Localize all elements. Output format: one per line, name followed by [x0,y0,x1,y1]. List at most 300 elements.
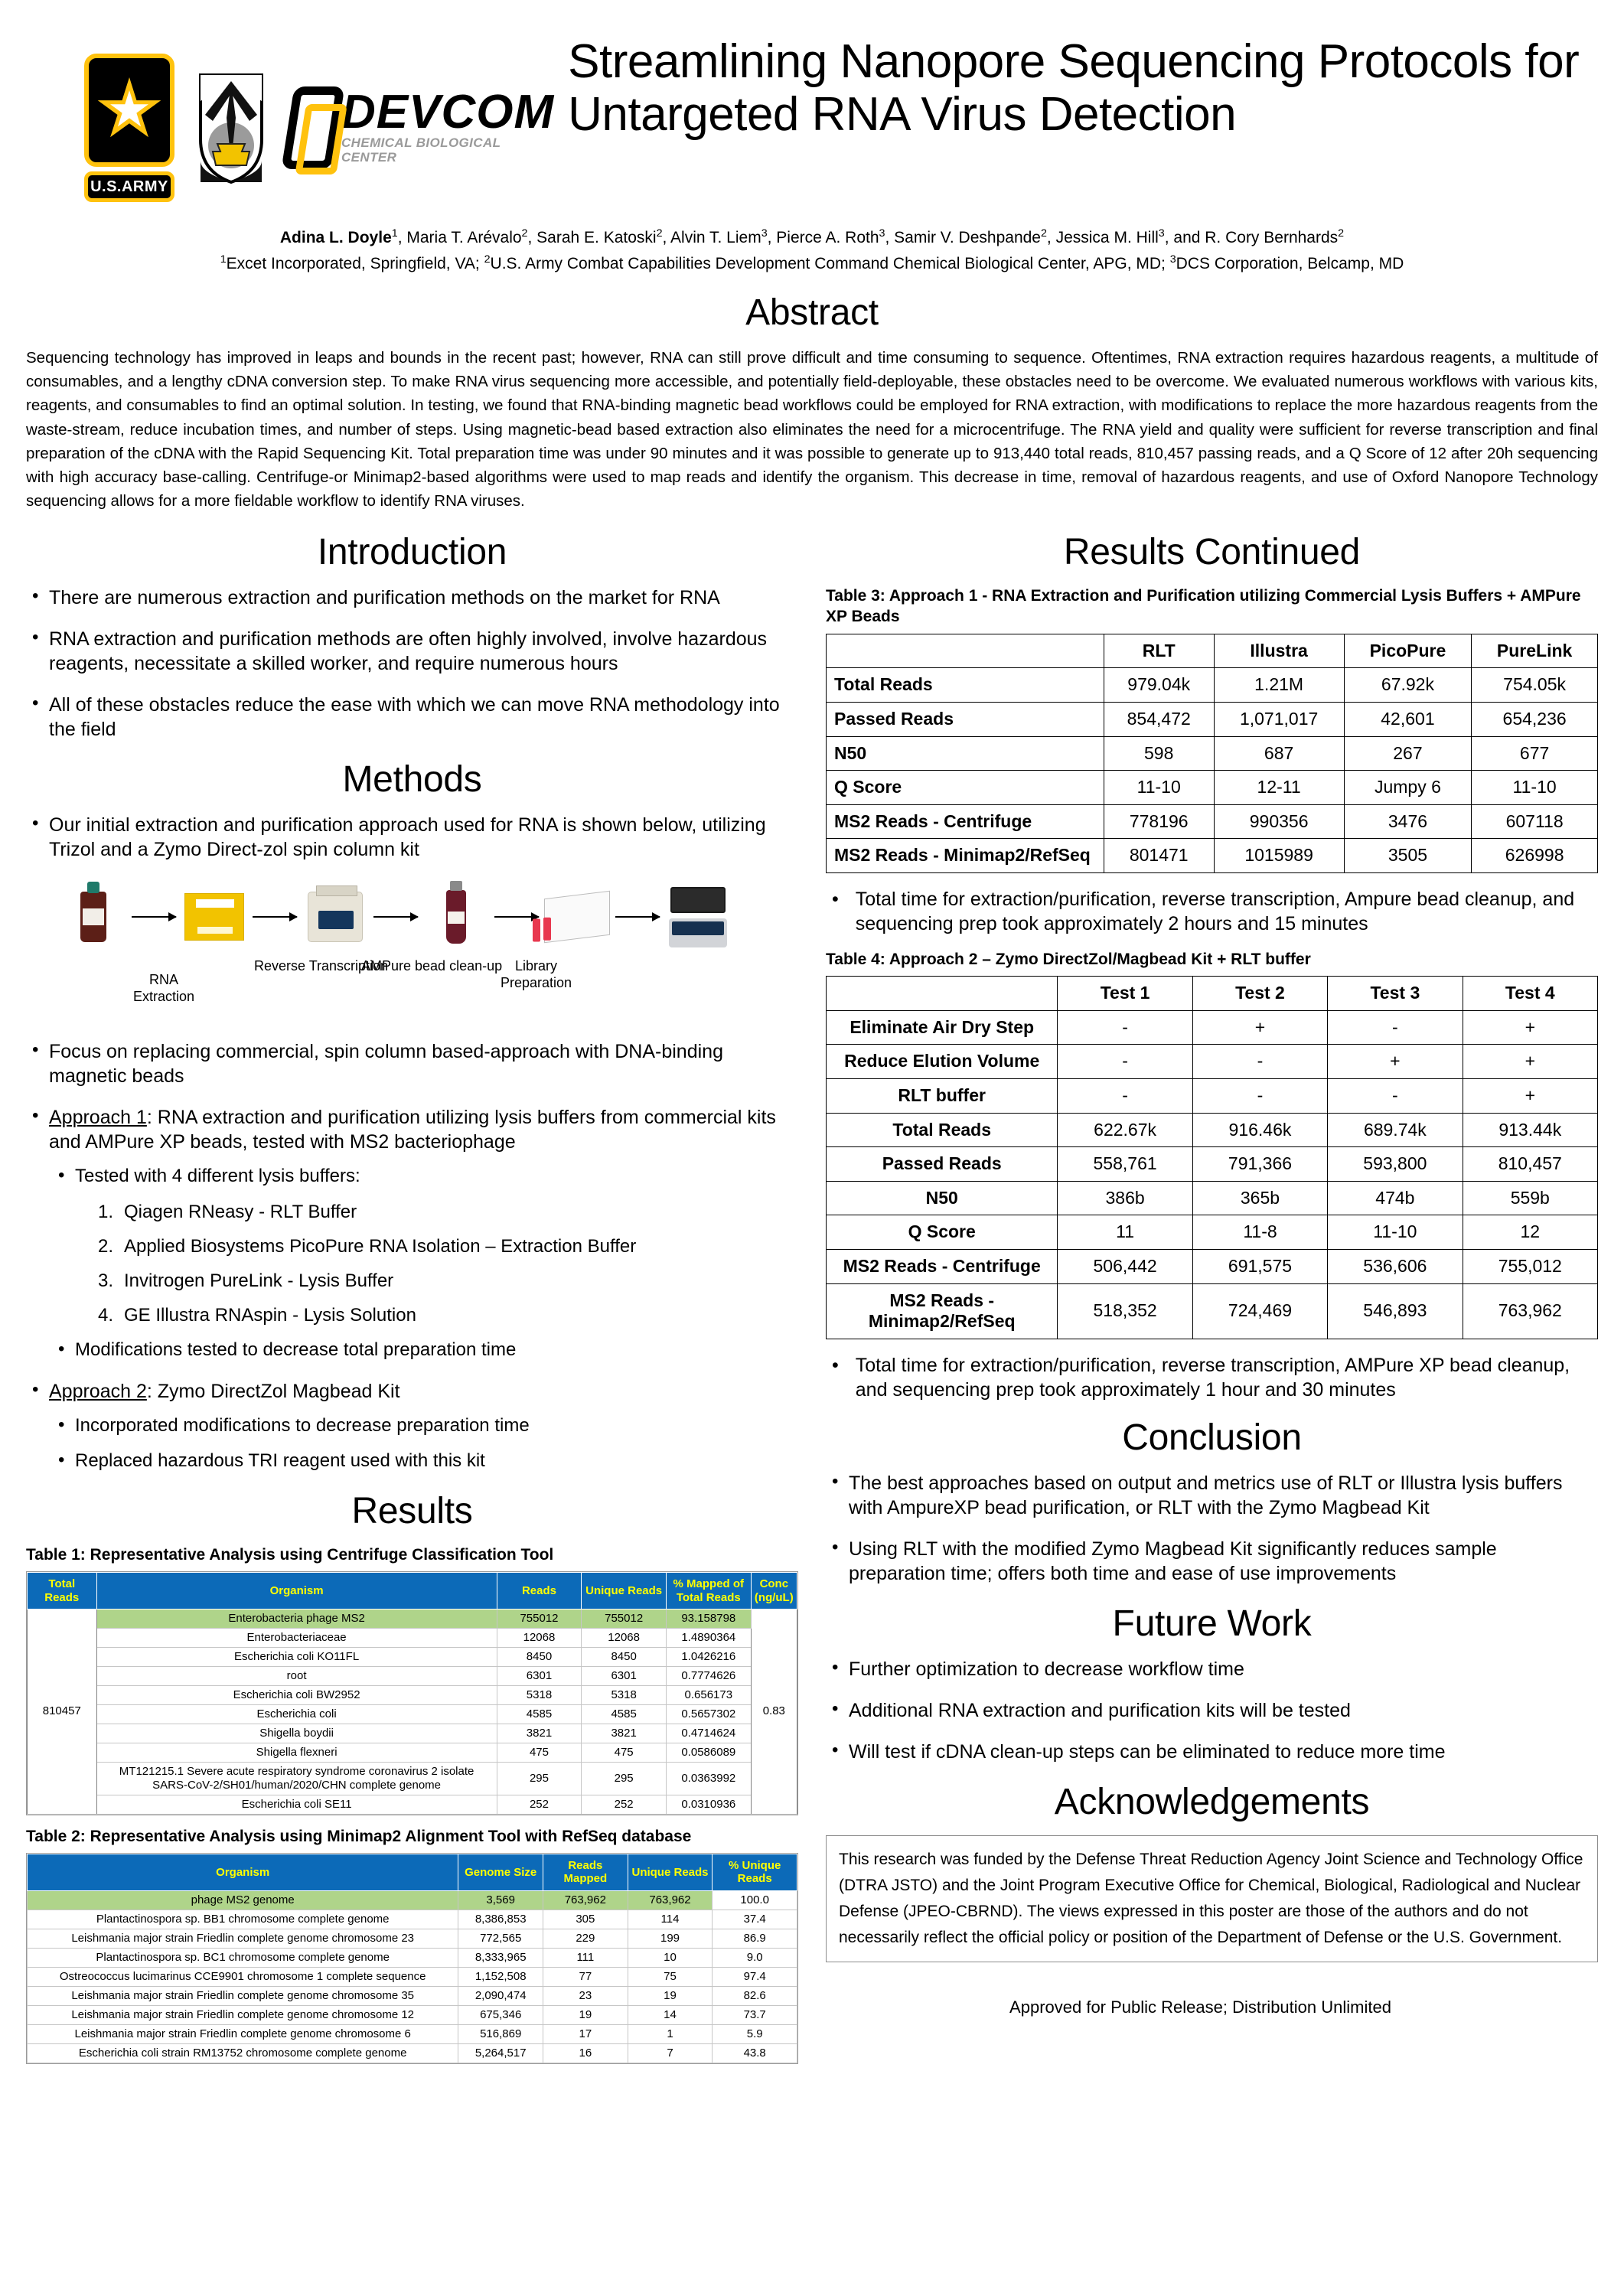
row-header: N50 [827,736,1104,771]
table-cell: 3821 [582,1724,667,1743]
table-cell: Leishmania major strain Friedlin complete genome chromosome 23 [28,1929,458,1948]
table-cell: 11-10 [1328,1215,1463,1250]
table-cell: 763,962 [628,1890,713,1910]
workflow-steps [26,879,798,955]
ampure-tube-icon [421,879,491,955]
table-row [827,1079,1598,1114]
table-cell: 0.4714624 [666,1724,751,1743]
table-cell: 5318 [497,1685,582,1704]
table-cell: 0.656173 [666,1685,751,1704]
table-row [827,839,1598,873]
note-text: Total time for extraction/purification, reverse transcription, AMPure XP bead cleanup, and sequencing prep took approximately 1 hour and 30 minutes [855,1354,1570,1401]
table-cell: - [1058,1010,1192,1045]
row-header: Q Score [827,771,1104,805]
table-cell: 475 [582,1743,667,1762]
table-cell: 295 [582,1762,667,1795]
table-cell: 37.4 [713,1910,797,1929]
table-cell: 546,893 [1328,1283,1463,1339]
table-cell: Escherichia coli [96,1704,497,1724]
table-row [28,1910,797,1929]
table-cell: 0.0363992 [666,1762,751,1795]
table-cell: 252 [497,1795,582,1814]
arrow-icon [615,916,660,918]
left-column [26,520,798,2063]
table-cell: 23 [543,1986,628,2005]
row-header: Eliminate Air Dry Step [827,1010,1058,1045]
list-item: GE Illustra RNAspin - Lysis Solution [124,1304,416,1326]
star-inner-icon [109,90,149,130]
table-row [28,2043,797,2063]
arrow-icon [494,916,539,918]
table2-body [28,1890,797,2063]
author-rest: $^1$, Maria T. Arévalo$^2$, Sarah E. Katoski$^2$, Alvin T. Liem$^3$, Pierce A. Roth$^3$, Samir V. Deshpande$^2$, Jessica M. Hill$^3$, and R. Cory Bernhards$^2$ [391,227,1345,246]
table-cell: Shigella flexneri [96,1743,497,1762]
row-header: Total Reads [827,668,1104,703]
table-cell: + [1192,1010,1327,1045]
table-cell: 474b [1328,1181,1463,1215]
table-cell: 17 [543,2024,628,2043]
table-cell: 16 [543,2043,628,2063]
table-row [28,1743,797,1762]
column-header: PureLink [1472,634,1598,668]
row-header: Passed Reads [827,702,1104,736]
table-centrifuge-analysis [27,1572,797,1815]
abstract-heading: Abstract [745,292,879,334]
table-cell: 77 [543,1967,628,1986]
table-row [827,1249,1598,1283]
table-cell: 913.44k [1463,1113,1597,1147]
approach2-sublist [49,1414,798,1473]
us-army-logo-icon [84,54,174,202]
table-row [28,1967,797,1986]
row-header: MS2 Reads - Centrifuge [827,804,1104,839]
table-cell: Plantactinospora sp. BB1 chromosome complete genome [28,1910,458,1929]
table-cell: 365b [1192,1181,1327,1215]
table-cell: 295 [497,1762,582,1795]
list-item: • All of these obstacles reduce the ease with which we can move RNA methodology into the field [26,693,798,742]
table-cell: 0.0310936 [666,1795,751,1814]
table-cell: 0.5657302 [666,1704,751,1724]
table-cell: 3476 [1344,804,1472,839]
table-cell: 252 [582,1795,667,1814]
row-header: MS2 Reads - Centrifuge [827,1249,1058,1283]
table-cell: 6301 [497,1666,582,1685]
table-cell: 9.0 [713,1948,797,1967]
table-cell: 8450 [497,1647,582,1666]
table-cell: 854,472 [1104,702,1214,736]
table-cell: 6301 [582,1666,667,1685]
introduction-heading: Introduction [317,532,507,573]
list-item: • Focus on replacing commercial, spin column based-approach with DNA-binding magnetic beads [26,1039,798,1088]
table-cell: 675,346 [458,2005,543,2024]
table-cell: 979.04k [1104,668,1214,703]
approach1-mods [49,1339,798,1362]
column-header: PicoPure [1344,634,1472,668]
methods-bullet-2 [26,1039,798,1473]
table-row [28,1890,797,1910]
table-row [827,1283,1598,1339]
table-cell: Jumpy 6 [1344,771,1472,805]
table-cell: 4585 [582,1704,667,1724]
table-cell: 43.8 [713,2043,797,2063]
table-cell: 12-11 [1214,771,1344,805]
table-cell: Ostreococcus lucimarinus CCE9901 chromosome 1 complete sequence [28,1967,458,1986]
table-cell: 626998 [1472,839,1598,873]
table-row [28,1685,797,1704]
table-cell: 5,264,517 [458,2043,543,2063]
table-cell: 12068 [497,1628,582,1647]
corner-cell [827,634,1104,668]
approach2-text: : Zymo DirectZol Magbead Kit [146,1380,400,1402]
list-item: • Will test if cDNA clean-up steps can be eliminated to reduce more time [826,1740,1598,1764]
table-cell: 12 [1463,1215,1597,1250]
table-minimap2-analysis [27,1854,797,2063]
table-cell: 1,152,508 [458,1967,543,1986]
abstract-section [0,276,1624,513]
column-header: Test 3 [1328,977,1463,1011]
table-cell: + [1463,1010,1597,1045]
table-cell: 11 [1058,1215,1192,1250]
table-cell: 654,236 [1472,702,1598,736]
table-cell: 10 [628,1948,713,1967]
label-reverse-transcription: Reverse Transcription [254,958,389,974]
sequencer-icon [663,879,733,955]
table-cell: 677 [1472,736,1598,771]
row-header: N50 [827,1181,1058,1215]
table-cell: 5.9 [713,2024,797,2043]
table4-body [827,1010,1598,1339]
total-reads-cell: 810457 [28,1609,97,1814]
table-cell: 593,800 [1328,1147,1463,1182]
methods-workflow-diagram [26,879,798,1032]
devcom-crest-icon [196,70,266,185]
table-row [28,2024,797,2043]
table-cell: - [1328,1010,1463,1045]
abstract-body: Sequencing technology has improved in leaps and bounds in the recent past; however, RNA can still prove difficult and time consuming to sequence. Oftentimes, RNA extraction requires hazardous reagents, a multitude of consumables, and a lengthy cDNA conversion step. To make RNA virus sequencing more accessible, and potentially field-deployable, these obstacles need to be overcome. We evaluated numerous workflows with various kits, reagents, and consumables to find an optimal solution. In testing, we found that RNA-binding magnetic bead workflows could be employed for RNA extraction, with modifications to replace the more hazardous reagents from the waste-stream, reduce incubation times, and number of steps. Using magnetic-bead based extraction also eliminates the need for a microcentrifuge. The RNA yield and quality were sufficient for reverse transcription and final preparation of the cDNA with the Rapid Sequencing Kit. Total preparation time was under 90 minutes and it was possible to generate up to 913,440 total reads, 810,457 passing reads, and a Q Score of 12 after 20h sequencing with high accuracy base-calling. Centrifuge-or Minimap2-based algorithms were used to map reads and identify the organism. This decrease in time, removal of hazardous reagents, and use of Oxford Nanopore Technology sequencing allows for a more fieldable workflow to identify RNA viruses. [26,349,1598,510]
column-header: Reads [497,1573,582,1609]
author-block [0,225,1624,276]
lysis-buffer-list [49,1201,798,1327]
table-cell: - [1058,1079,1192,1114]
table-row [28,1948,797,1967]
trizol-bottle-icon [58,879,129,955]
table-cell: 687 [1214,736,1344,771]
table-cell: phage MS2 genome [28,1890,458,1910]
table-cell: 229 [543,1929,628,1948]
methods-bullet-1 [26,813,798,862]
table-row [28,1704,797,1724]
table-row [28,2005,797,2024]
table-approach2-results [826,976,1598,1339]
table-cell: Plantactinospora sp. BC1 chromosome complete genome [28,1948,458,1967]
table-cell: 598 [1104,736,1214,771]
table-cell: 100.0 [713,1890,797,1910]
army-star-box [84,54,174,167]
row-header: Passed Reads [827,1147,1058,1182]
table-row [827,702,1598,736]
poster-columns [0,513,1624,2063]
table-header-row [827,977,1598,1011]
list-item: • Additional RNA extraction and purification kits will be tested [826,1698,1598,1723]
list-item: • Further optimization to decrease workflow time [826,1657,1598,1681]
table-cell: 1015989 [1214,839,1344,873]
table-row [827,1010,1598,1045]
table-cell: Shigella boydii [96,1724,497,1743]
list-item: Invitrogen PureLink - Lysis Buffer [124,1270,394,1291]
poster-title: Streamlining Nanopore Sequencing Protocols for Untargeted RNA Virus Detection [568,35,1580,142]
column-header: % Mapped of Total Reads [666,1573,751,1609]
arrow-icon [253,916,297,918]
table-cell: 11-10 [1104,771,1214,805]
zymo-kit-icon [179,879,249,955]
table-cell: 11-8 [1192,1215,1327,1250]
acknowledgements-box: This research was funded by the Defense Threat Reduction Agency Joint Science and Technology Office (DTRA JSTO) and the Joint Program Executive Office for Chemical, Biological, Radiological and Nuclear Defense (JPEO-CBRND). The views expressed in this poster are those of the authors and do not necessarily reflect the official policy or position of the Department of Defense or the U.S. Government. [826,1835,1598,1962]
table-cell: 763,962 [543,1890,628,1910]
table-cell: - [1058,1045,1192,1079]
approval-statement: Approved for Public Release; Distribution Unlimited [1009,1997,1391,2017]
approach1-sublist [49,1165,798,1189]
table-cell: 763,962 [1463,1283,1597,1339]
table-cell: 754.05k [1472,668,1598,703]
table-cell: 1.4890364 [666,1628,751,1647]
row-header: Q Score [827,1215,1058,1250]
table-cell: 8,386,853 [458,1910,543,1929]
table-row [28,1609,797,1628]
library-prep-icon [542,879,612,955]
conclusion-bullets [826,1471,1598,1586]
table-cell: 7 [628,2043,713,2063]
table-cell: 267 [1344,736,1472,771]
column-header: Test 2 [1192,977,1327,1011]
corner-cell [827,977,1058,1011]
table-cell: 558,761 [1058,1147,1192,1182]
table-cell: 19 [543,2005,628,2024]
list-item: • Incorporated modifications to decrease preparation time [49,1414,798,1438]
acknowledgements-heading: Acknowledgements [1054,1781,1370,1822]
table-cell: 801471 [1104,839,1214,873]
label-library-preparation: Library Preparation [501,958,572,991]
list-item: • The best approaches based on output and metrics use of RLT or Illustra lysis buffers with AmpureXP bead purification, or RLT with the Zymo Magbead Kit [826,1471,1598,1520]
column-header: Unique Reads [628,1854,713,1891]
column-header: Illustra [1214,634,1344,668]
table-cell: 73.7 [713,2005,797,2024]
row-header: Total Reads [827,1113,1058,1147]
table-cell: 506,442 [1058,1249,1192,1283]
right-column [826,520,1598,2063]
table-cell: 75 [628,1967,713,1986]
conc-cell: 0.83 [751,1609,797,1814]
column-header: Conc (ng/uL) [751,1573,797,1609]
devcom-c-mark-icon [281,86,344,169]
table4-caption: Table 4: Approach 2 – Zymo DirectZol/Magbead Kit + RLT buffer [826,950,1311,968]
table-cell: 199 [628,1929,713,1948]
table-cell: 11-10 [1472,771,1598,805]
table-header-row [827,634,1598,668]
table1-head [28,1573,797,1609]
table3-head [827,634,1598,668]
row-header: Reduce Elution Volume [827,1045,1058,1079]
list-item: • Replaced hazardous TRI reagent used with this kit [49,1450,798,1473]
table-cell: 772,565 [458,1929,543,1948]
label-ampure-cleanup: AMPure bead clean-up [361,958,503,974]
column-header: RLT [1104,634,1214,668]
note-text: Total time for extraction/purification, reverse transcription, Ampure bead cleanup, and sequencing prep took approximately 2 hours and 15 minutes [855,888,1575,935]
table-row [827,804,1598,839]
table-cell: Enterobacteriaceae [96,1628,497,1647]
approach1-label: Approach 1 [49,1107,147,1129]
row-header: MS2 Reads - Minimap2/RefSeq [827,839,1104,873]
table1-wrapper [26,1571,798,1815]
table-cell: 2,090,474 [458,1986,543,2005]
table-row [28,1724,797,1743]
arrow-icon [373,916,418,918]
table-cell: 82.6 [713,1986,797,2005]
table-cell: 0.7774626 [666,1666,751,1685]
table4-note [832,1353,1598,1403]
table-row [28,1647,797,1666]
row-header: MS2 Reads - Minimap2/RefSeq [827,1283,1058,1339]
table-approach1-results [826,634,1598,873]
conclusion-heading: Conclusion [1122,1417,1302,1458]
table4-head [827,977,1598,1011]
table-row [28,1795,797,1814]
table-cell: 8,333,965 [458,1948,543,1967]
list-item-approach1 [26,1105,798,1362]
introduction-bullets [26,585,798,742]
author-affiliations: $^1$Excet Incorporated, Springfield, VA; $^2$U.S. Army Combat Capabilities Development Command Chemical Biological Center, APG, MD; $^3$DCS Corporation, Belcamp, MD [220,253,1404,272]
table-cell: 536,606 [1328,1249,1463,1283]
table2-wrapper [26,1853,798,2064]
table-cell: 990356 [1214,804,1344,839]
table-row [28,1929,797,1948]
list-item: • There are numerous extraction and purification methods on the market for RNA [26,585,798,610]
methods-heading: Methods [342,759,482,801]
table-cell: Leishmania major strain Friedlin complete genome chromosome 35 [28,1986,458,2005]
results-continued-heading: Results Continued [1063,532,1361,573]
approach1-text: : RNA extraction and purification utilizing lysis buffers from commercial kits and AMPure XP beads, tested with MS2 bacteriophage [49,1107,776,1153]
table3-body [827,668,1598,873]
table-cell: Escherichia coli KO11FL [96,1647,497,1666]
table-header-row [28,1573,797,1609]
table-cell: 0.0586089 [666,1743,751,1762]
column-header: Organism [96,1573,497,1609]
row-header: RLT buffer [827,1079,1058,1114]
table-row [827,1181,1598,1215]
table-cell: 689.74k [1328,1113,1463,1147]
future-work-bullets [826,1657,1598,1764]
table-cell: 114 [628,1910,713,1929]
list-item: • Using RLT with the modified Zymo Magbead Kit significantly reduces sample preparation time; offers both time and ease of use improvements [826,1537,1598,1586]
table-cell: 12068 [582,1628,667,1647]
list-item: • Our initial extraction and purification approach used for RNA is shown below, utilizing Trizol and a Zymo Direct-zol spin column kit [26,813,798,862]
lead-author: Adina L. Doyle [279,229,392,246]
table-row [28,1762,797,1795]
future-work-heading: Future Work [1112,1603,1312,1644]
table-row [827,1045,1598,1079]
table-cell: MT121215.1 Severe acute respiratory syndrome coronavirus 2 isolate SARS-CoV-2/SH01/human/2020/CHN complete genome [96,1762,497,1795]
column-header: % Unique Reads [713,1854,797,1891]
army-wordmark: U.S.ARMY [84,171,174,202]
table-cell: 1,071,017 [1214,702,1344,736]
bullet-glyph: • [832,888,839,910]
table1-body [28,1609,797,1814]
table-cell: 1.0426216 [666,1647,751,1666]
table-cell: 622.67k [1058,1113,1192,1147]
list-item: Qiagen RNeasy - RLT Buffer [124,1201,357,1222]
table-row [28,1986,797,2005]
table-cell: + [1463,1045,1597,1079]
table-cell: Leishmania major strain Friedlin complete genome chromosome 12 [28,2005,458,2024]
table-row [28,1666,797,1685]
table-cell: 755012 [497,1609,582,1628]
list-item: • RNA extraction and purification methods are often highly involved, involve hazardous reagents, necessitate a skilled worker, and require numerous hours [26,627,798,676]
table-cell: 810,457 [1463,1147,1597,1182]
table-cell: 475 [497,1743,582,1762]
table-cell: 8450 [582,1647,667,1666]
table-cell: 14 [628,2005,713,2024]
table2-head [28,1854,797,1891]
star-icon [96,77,162,143]
table-row [827,736,1598,771]
bullet-glyph: • [832,1354,839,1376]
table-row [28,1628,797,1647]
approach2-label: Approach 2 [49,1380,147,1402]
table-cell: 4585 [497,1704,582,1724]
list-item: • Modifications tested to decrease total preparation time [49,1339,798,1362]
table-cell: 97.4 [713,1967,797,1986]
column-header: Unique Reads [582,1573,667,1609]
table3-note [832,887,1598,937]
devcom-wordmark [341,86,555,165]
list-item: Applied Biosystems PicoPure RNA Isolation – Extraction Buffer [124,1235,637,1257]
column-header: Reads Mapped [543,1854,628,1891]
table-cell: + [1463,1079,1597,1114]
table-cell: 691,575 [1192,1249,1327,1283]
table-row [827,1215,1598,1250]
table-cell: 1.21M [1214,668,1344,703]
column-header: Total Reads [28,1573,97,1609]
column-header: Test 1 [1058,977,1192,1011]
table-row [827,771,1598,805]
table-cell: 3505 [1344,839,1472,873]
table1-caption: Table 1: Representative Analysis using Centrifuge Classification Tool [26,1546,554,1564]
table-cell: 755012 [582,1609,667,1628]
table-cell: 755,012 [1463,1249,1597,1283]
table-cell: 559b [1463,1181,1597,1215]
table-cell: Escherichia coli BW2952 [96,1685,497,1704]
table-cell: 19 [628,1986,713,2005]
table-cell: 778196 [1104,804,1214,839]
table-row [827,1113,1598,1147]
arrow-icon [132,916,176,918]
devcom-sub-line1: CHEMICAL BIOLOGICAL [341,135,501,150]
thermocycler-icon [300,879,370,955]
column-header: Organism [28,1854,458,1891]
table-cell: - [1192,1045,1327,1079]
table-cell: 516,869 [458,2024,543,2043]
table-cell: 67.92k [1344,668,1472,703]
table-cell: root [96,1666,497,1685]
table-cell: 86.9 [713,1929,797,1948]
table-cell: 305 [543,1910,628,1929]
table-row [827,1147,1598,1182]
table-cell: 916.46k [1192,1113,1327,1147]
table-cell: 518,352 [1058,1283,1192,1339]
label-rna-extraction: RNA Extraction [133,972,195,1005]
table2-caption: Table 2: Representative Analysis using Minimap2 Alignment Tool with RefSeq database [26,1827,692,1845]
author-names [46,225,1578,251]
table-cell: 5318 [582,1685,667,1704]
